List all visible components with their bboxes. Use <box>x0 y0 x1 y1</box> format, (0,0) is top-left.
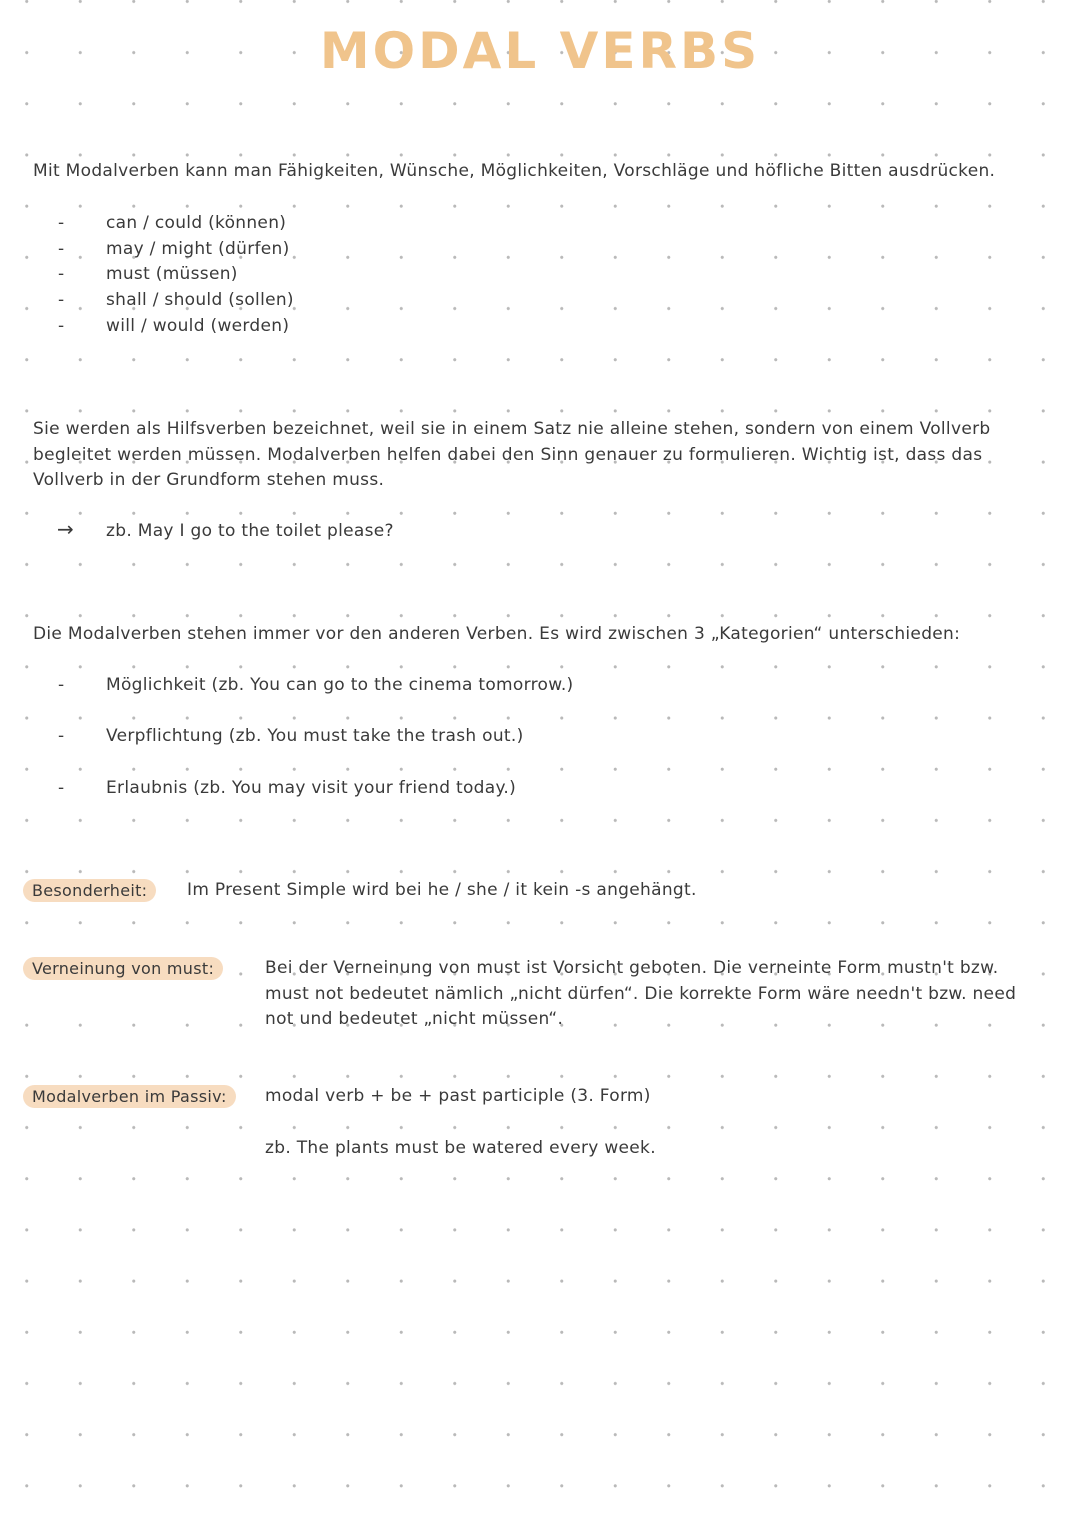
bullet-dash: - <box>58 213 65 233</box>
list-item: may / might (dürfen) <box>106 239 290 259</box>
auxiliary-paragraph: Sie werden als Hilfsverben bezeichnet, weil sie in einem Satz nie alleine stehen, sondern von einem Vollverb begleitet werden müssen. Modalverben helfen dabei den Sinn genauer zu formulieren. Wichtig ist, dass das Vollverb in der Grundform stehen muss. <box>33 419 991 491</box>
bullet-dash: - <box>58 290 65 310</box>
intro-text: Mit Modalverben kann man Fähigkeiten, Wünsche, Möglichkeiten, Vorschläge und höfliche Bitten ausdrücken. <box>33 161 996 181</box>
list-item: will / would (werden) <box>106 316 290 336</box>
page-title: MODAL VERBS <box>319 22 761 80</box>
special-text: Im Present Simple wird bei he / she / it kein -s angehängt. <box>187 880 697 900</box>
list-item: Erlaubnis (zb. You may visit your friend today.) <box>106 778 517 798</box>
bullet-dash: - <box>58 264 65 284</box>
passive-label: Modalverben im Passiv: <box>23 1085 236 1108</box>
list-item: Verpflichtung (zb. You must take the trash out.) <box>106 726 524 746</box>
bullet-dash: - <box>58 675 65 695</box>
passive-example: zb. The plants must be watered every week. <box>265 1138 656 1158</box>
arrow-right-icon: → <box>57 517 74 541</box>
list-item: must (müssen) <box>106 264 238 284</box>
list-item: shall / should (sollen) <box>106 290 294 310</box>
list-item: Möglichkeit (zb. You can go to the cinema tomorrow.) <box>106 675 574 695</box>
special-label: Besonderheit: <box>23 879 156 902</box>
passive-formula: modal verb + be + past participle (3. Form) <box>265 1086 651 1106</box>
bullet-dash: - <box>58 316 65 336</box>
bullet-dash: - <box>58 239 65 259</box>
example-sentence: zb. May I go to the toilet please? <box>106 521 394 541</box>
negation-text: Bei der Verneinung von must ist Vorsicht geboten. Die verneinte Form mustn't bzw. must not bedeutet nämlich „nicht dürfen“. Die korrekte Form wäre needn't bzw. need not und bedeutet „nicht müssen“. <box>265 958 1017 1030</box>
list-item: can / could (können) <box>106 213 287 233</box>
categories-intro: Die Modalverben stehen immer vor den anderen Verben. Es wird zwischen 3 „Kategorien“ unterschieden: <box>33 624 961 644</box>
bullet-dash: - <box>58 778 65 798</box>
negation-label: Verneinung von must: <box>23 957 223 980</box>
bullet-dash: - <box>58 726 65 746</box>
